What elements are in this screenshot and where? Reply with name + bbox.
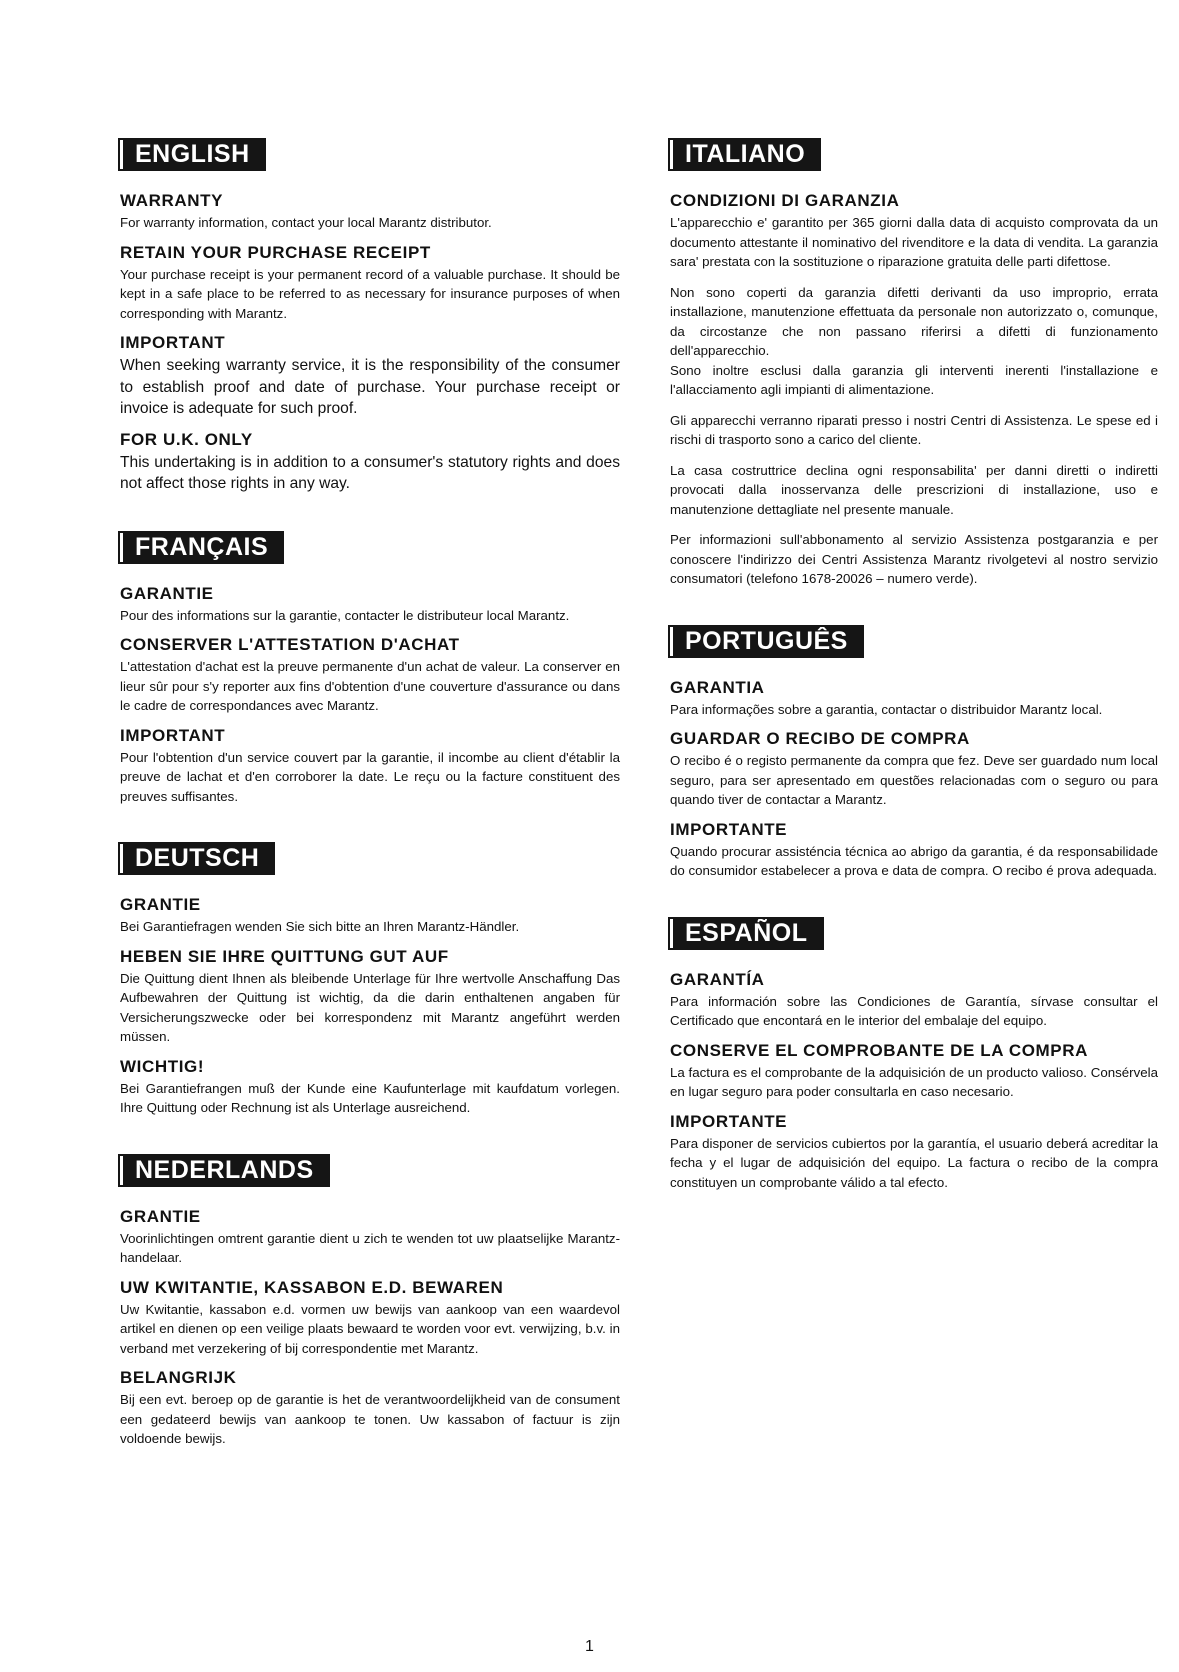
conserver-text: L'attestation d'achat est la preuve permanente d'un achat de valeur. La conserver en lieur sûr pour s'y reporter aux fins d'obtention d'une couverture d'assurance ou dans le cadre de correspondances avec Marantz. bbox=[120, 659, 620, 713]
importante-text-es: Para disponer de servicios cubiertos por la garantía, el usuario deberá acreditar la fecha y el lugar de adquisición del equipo. La factura o recibo de la compra constituyen un comprobante válido a tal efecto. bbox=[670, 1135, 1158, 1190]
heben-text: Die Quittung dient Ihnen als bleibende Unterlage für Ihre wertvolle Anschaffung Das Aufbewahren der Quittung ist wichtig, da die darin enthaltenen angaben für Versicherungszwecke oder bei korrespondenz mit Marantz angeführt werden müssen. bbox=[120, 970, 620, 1044]
language-heading-deutsch: DEUTSCH bbox=[120, 844, 273, 873]
belangrijk-text: Bij een evt. beroep op de garantie is het de verantwoordelijkheid van de consument een gedateerd bewijs van aankoop te tonen. Uw kassabon of factuur is zijn voldoende bewijs. bbox=[120, 1392, 620, 1446]
garantia-text-es: Para información sobre las Condiciones de Garantía, sírvase consultar el Certificado que encontará en le interior del embalaje del equipo. bbox=[670, 993, 1158, 1028]
important-text-fr: Pour l'obtention d'un service couvert par la garantie, il incombe au client d'établir la preuve de lachat et d'en corroborer la date. Le reçu ou la facture constituent des preuves suffisantes. bbox=[120, 749, 620, 804]
language-heading-portugues: PORTUGUÊS bbox=[670, 627, 862, 656]
language-heading-espanol: ESPAÑOL bbox=[670, 919, 822, 948]
uk-only-heading: FOR U.K. ONLY bbox=[120, 429, 253, 449]
kwitantie-heading: UW KWITANTIE, KASSABON E.D. BEWAREN bbox=[120, 1277, 504, 1297]
garantie-text: Pour des informations sur la garantie, contacter le distributeur local Marantz. bbox=[120, 607, 570, 623]
conserve-heading: CONSERVE EL COMPROBANTE DE LA COMPRA bbox=[670, 1040, 1088, 1060]
grantie-text-nl: Voorinlichtingen omtrent garantie dient u zich te wenden tot uw plaatselijke Marantz-handelaar. bbox=[120, 1230, 620, 1265]
guardar-heading: GUARDAR O RECIBO DE COMPRA bbox=[670, 729, 970, 748]
grantie-text-de: Bei Garantiefragen wenden Sie sich bitte an Ihren Marantz-Händler. bbox=[120, 919, 520, 934]
italiano-paragraph-5: La casa costruttrice declina ogni responsabilita' per danni diretti o indiretti provocati dalla inosservanza delle prescrizioni di installazione, uso e manutenzione dettagliate nel presente manuale. bbox=[670, 462, 1158, 517]
condizioni-heading: CONDIZIONI DI GARANZIA bbox=[670, 191, 900, 210]
section-espanol bbox=[670, 919, 1158, 1193]
important-text: When seeking warranty service, it is the responsibility of the consumer to establish proof and date of purchase. Your purchase receipt or invoice is adequate for such proof. bbox=[120, 357, 620, 417]
language-heading-italiano: ITALIANO bbox=[670, 140, 819, 169]
italiano-paragraph-1: L'apparecchio e' garantito per 365 giorni dalla data di acquisto comprovata da un documento attestante il nominativo del rivenditore e la data di vendita. La garanzia sara' prestata con la sostituzione o riparazione gratuita delle parti difettose. bbox=[670, 215, 1158, 269]
garantia-heading-pt: GARANTIA bbox=[670, 677, 765, 697]
italiano-paragraph-4: Gli apparecchi verranno riparati presso i nostri Centri di Assistenza. Le spese ed i rischi di trasporto sono a carico del cliente. bbox=[670, 412, 1158, 447]
wichtig-heading: WICHTIG! bbox=[120, 1056, 205, 1076]
italiano-paragraph-6: Per informazioni sull'abbonamento al servizio Assistenza postgaranzia e per conoscere l'indirizzo dei Centri Assistenza Marantz rivolgetevi al nostro servizio consumatori (telefono 1678-20026 – numero verde). bbox=[670, 532, 1158, 586]
right-column bbox=[670, 140, 1158, 1192]
conserve-text: La factura es el comprobante de la adquisición de un producto valioso. Consérvela en lugar seguro para poder consultarla en caso necesario. bbox=[670, 1064, 1158, 1099]
guardar-text: O recibo é o registo permanente da compra que fez. Deve ser guardado num local seguro, para ser apresentado em questões relacionadas com o seguro ou para quando tiver de contactar a Marantz. bbox=[670, 753, 1158, 807]
garantia-heading-es: GARANTÍA bbox=[670, 969, 765, 989]
warranty-heading: WARRANTY bbox=[120, 191, 224, 210]
garantia-text-pt: Para informações sobre a garantia, contactar o distribuidor Marantz local. bbox=[670, 701, 1103, 717]
section-portugues bbox=[670, 627, 1158, 881]
kwitantie-text: Uw Kwitantie, kassabon e.d. vormen uw bewijs van aankoop van een waardevol artikel en dienen op een veilige plaats bewaard te worden voor evt. verwijzing, b.v. in verband met verzekering of bij correspondentie met Marantz. bbox=[120, 1301, 620, 1356]
language-heading-english: ENGLISH bbox=[120, 140, 264, 169]
language-heading-nederlands: NEDERLANDS bbox=[120, 1156, 328, 1185]
heben-heading: HEBEN SIE IHRE QUITTUNG GUT AUF bbox=[120, 946, 449, 966]
italiano-paragraph-2: Non sono coperti da garanzia difetti derivanti da uso improprio, errata installazione, manutenzione effettuata da personale non autorizzato o, comunque, da circostanze che non passano riferirsi a difetti di funzionamento dell'apparecchio. bbox=[670, 284, 1158, 358]
left-column bbox=[120, 140, 620, 1449]
warranty-text: For warranty information, contact your local Marantz distributor. bbox=[120, 215, 492, 230]
importante-heading-pt: IMPORTANTE bbox=[670, 819, 788, 839]
uk-only-text: This undertaking is in addition to a consumer's statutory rights and does not affect those rights in any way. bbox=[120, 453, 620, 492]
retain-receipt-heading: RETAIN YOUR PURCHASE RECEIPT bbox=[120, 242, 431, 262]
conserver-heading: CONSERVER L'ATTESTATION D'ACHAT bbox=[120, 635, 460, 654]
garantie-heading: GARANTIE bbox=[120, 583, 214, 603]
belangrijk-heading: BELANGRIJK bbox=[120, 1368, 237, 1387]
wichtig-text: Bei Garantiefrangen muß der Kunde eine Kaufunterlage mit kaufdatum vorlegen. Ihre Quittung oder Rechnung ist als Unterlage ausreichend. bbox=[120, 1080, 620, 1115]
grantie-heading-de: GRANTIE bbox=[120, 895, 201, 914]
section-deutsch bbox=[120, 844, 620, 1118]
section-francais bbox=[120, 533, 620, 807]
important-heading: IMPORTANT bbox=[120, 333, 226, 352]
importante-text-pt: Quando procurar assisténcia técnica ao abrigo da garantia, é da responsabilidade do consumidor estabelecer a prova e data de compra. O recibo é prova adequada. bbox=[670, 843, 1158, 878]
italiano-paragraph-3: Sono inoltre esclusi dalla garanzia gli interventi inerenti l'installazione e l'allacciamento agli impianti di alimentazione. bbox=[670, 362, 1158, 397]
section-nederlands bbox=[120, 1156, 620, 1449]
section-italiano bbox=[670, 140, 1158, 589]
important-heading-fr: IMPORTANT bbox=[120, 725, 226, 745]
importante-heading-es: IMPORTANTE bbox=[670, 1111, 788, 1131]
language-heading-francais: FRANÇAIS bbox=[120, 533, 282, 562]
retain-receipt-text: Your purchase receipt is your permanent record of a valuable purchase. It should be kept in a safe place to be referred to as necessary for insurance purposes of when corresponding with Marantz. bbox=[120, 266, 620, 321]
section-english bbox=[120, 140, 620, 495]
grantie-heading-nl: GRANTIE bbox=[120, 1206, 201, 1226]
page-number: 1 bbox=[585, 1638, 594, 1655]
